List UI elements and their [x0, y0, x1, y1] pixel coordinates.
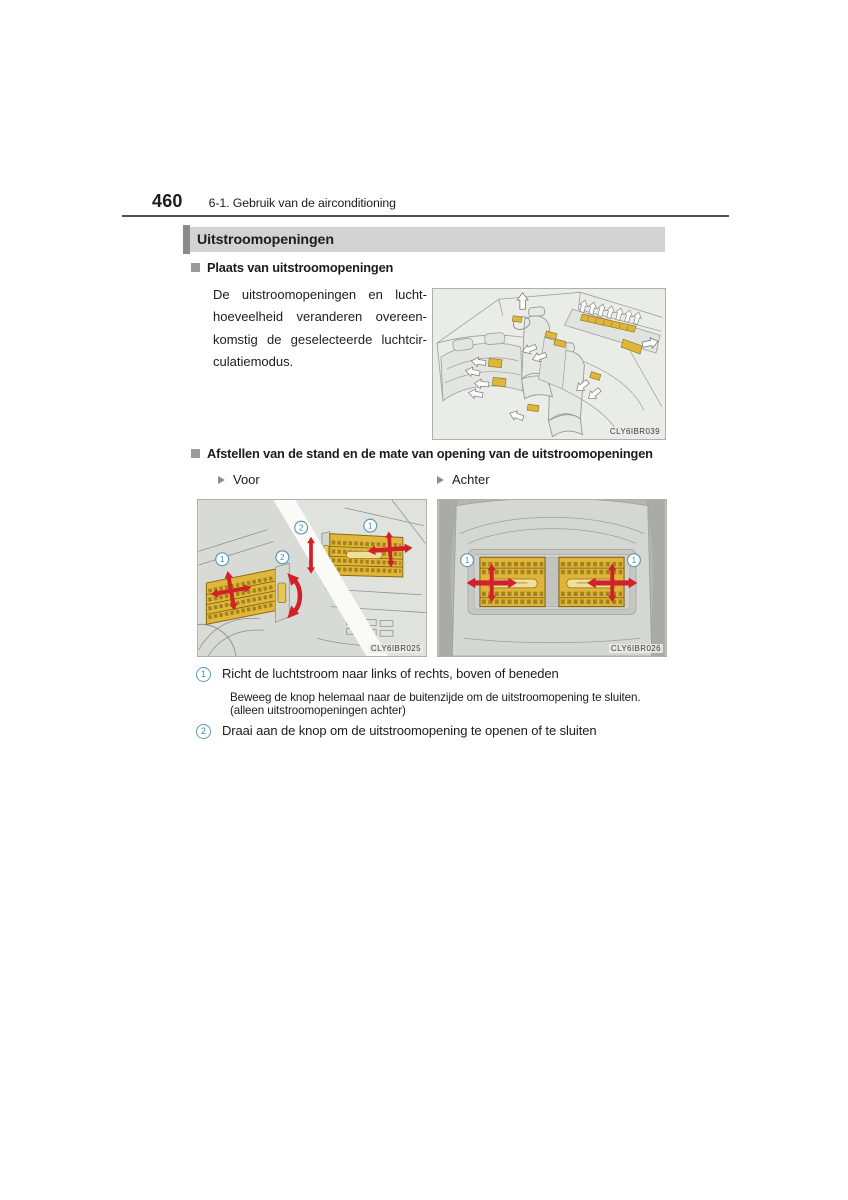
figure-label-front: [218, 472, 260, 487]
page-number: 460: [152, 191, 183, 211]
legend-step-2: [196, 723, 676, 739]
legend-step-text: Richt de luchtstroom naar links of rechts, boven of beneden: [222, 666, 559, 681]
chapter-title: 6-1. Gebruik van de airconditioning: [208, 196, 396, 210]
figure-rear-vents: [437, 499, 667, 657]
legend-step-text: Draai aan de knop om de uitstroomopening te openen of te sluiten: [222, 723, 597, 738]
subsection-1-title: Plaats van uitstroomopeningen: [207, 260, 394, 275]
section-title-bar: [183, 227, 665, 252]
rear-vents-illustration: [438, 500, 666, 656]
callout-number-badge: 1: [196, 667, 211, 682]
figure-code: CLY6IBR025: [370, 644, 421, 653]
callout-2: 2: [280, 553, 285, 563]
callout-2: 2: [298, 523, 304, 533]
square-bullet-icon: [191, 449, 200, 458]
triangle-marker-icon: [218, 476, 225, 484]
center-strip: [545, 557, 559, 606]
body-line: culatiemodus.: [213, 354, 294, 370]
square-bullet-icon: [191, 263, 200, 272]
callout-number-badge: 2: [196, 724, 211, 739]
figure-code: CLY6IBR026: [610, 644, 661, 653]
legend-note-line-2: (alleen uitstroomopeningen achter): [230, 704, 406, 717]
section-title: Uitstroomopeningen: [197, 231, 334, 248]
callout-1: 1: [219, 555, 225, 565]
body-line: De uitstroomopeningen en lucht-: [213, 287, 427, 302]
subsection-1-heading: [191, 260, 393, 275]
page-header: [152, 191, 396, 212]
figure-label-text: Achter: [452, 472, 490, 487]
body-line: hoeveelheid veranderen overeen-: [213, 309, 427, 325]
figure-car-interior-airflow: [432, 288, 666, 440]
header-rule: [122, 215, 729, 217]
triangle-marker-icon: [437, 476, 444, 484]
body-paragraph: [213, 284, 427, 374]
figure-label-text: Voor: [233, 472, 260, 487]
legend-note-line-1: Beweeg de knop helemaal naar de buitenzijde om de uitstroomopening te sluiten.: [230, 691, 641, 704]
figure-code: CLY6IBR039: [609, 427, 660, 436]
callout-1: 1: [631, 556, 637, 566]
body-line: komstig de geselecteerde luchtcir-: [213, 331, 427, 347]
vent-knob: [278, 583, 286, 603]
figure-front-vents: [197, 499, 427, 657]
callout-1: 1: [464, 556, 470, 566]
car-interior-illustration: [433, 289, 665, 439]
section-accent-bar: [183, 225, 190, 254]
subsection-2-title: Afstellen van de stand en de mate van opening van de uitstroomopeningen: [207, 446, 653, 461]
legend-step-1: [196, 666, 676, 682]
subsection-2-heading: [191, 446, 653, 461]
front-vents-illustration: [198, 500, 426, 656]
callout-1: 1: [368, 521, 373, 531]
figure-label-rear: [437, 472, 490, 487]
